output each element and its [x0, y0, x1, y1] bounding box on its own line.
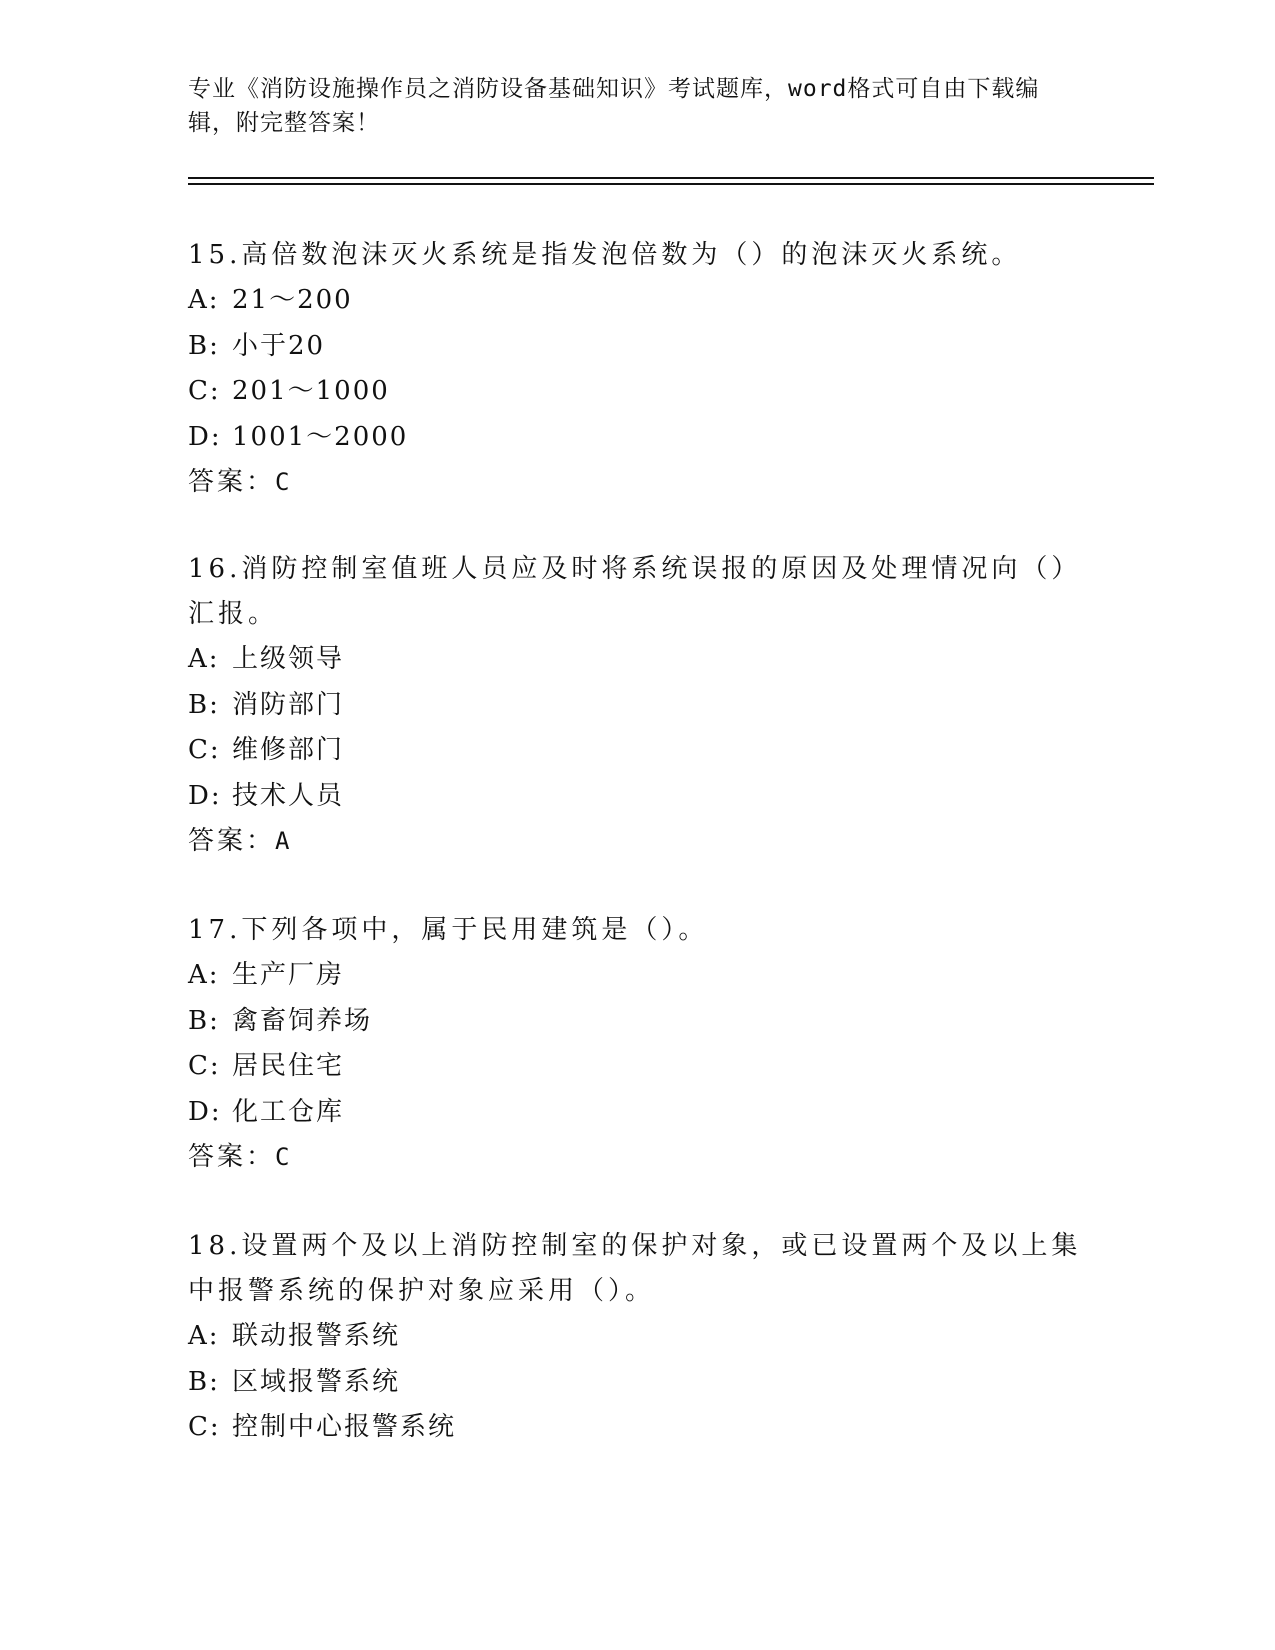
question-stem: 17.下列各项中，属于民用建筑是（）。	[188, 915, 709, 945]
option-letter: B:	[188, 330, 220, 361]
option-text: 区域报警系统	[232, 1366, 401, 1397]
question-stem: 16.消防控制室值班人员应及时将系统误报的原因及处理情况向（）汇报。	[188, 554, 1082, 629]
option-a	[188, 1314, 1088, 1360]
option-text: 201～1000	[232, 376, 390, 406]
option-b	[188, 683, 1088, 729]
option-letter: A:	[188, 1321, 220, 1351]
option-b	[188, 324, 1088, 370]
option-text: 维修部门	[232, 735, 345, 765]
option-letter: C:	[188, 376, 221, 406]
header-divider-top	[188, 177, 1154, 179]
question-stem: 15.高倍数泡沫灭火系统是指发泡倍数为（）的泡沫灭火系统。	[188, 240, 1022, 270]
option-letter: C:	[188, 1051, 221, 1081]
option-d	[188, 774, 1088, 820]
option-text: 消防部门	[232, 689, 345, 720]
question-17	[188, 908, 1088, 1180]
option-text: 上级领导	[232, 644, 345, 674]
option-text: 控制中心报警系统	[232, 1412, 457, 1442]
option-letter: D:	[188, 780, 222, 811]
answer-label: 答案：	[188, 1142, 276, 1172]
header-divider-bottom	[188, 183, 1154, 185]
option-c	[188, 728, 1088, 774]
option-c	[188, 1405, 1088, 1451]
option-d	[188, 415, 1088, 461]
option-letter: D:	[188, 1096, 222, 1127]
question-16	[188, 547, 1088, 864]
option-letter: A:	[188, 960, 220, 990]
option-letter: B:	[188, 689, 220, 720]
answer-label: 答案：	[188, 826, 276, 856]
option-a	[188, 953, 1088, 999]
header-text: 专业《消防设施操作员之消防设备基础知识》考试题库，word格式可自由下载编辑，附完整答案！	[188, 76, 1040, 136]
answer-value: C	[275, 468, 292, 496]
option-text: 联动报警系统	[232, 1321, 401, 1351]
option-text: 小于20	[232, 330, 326, 361]
answer-line	[188, 460, 1088, 505]
option-c	[188, 1044, 1088, 1090]
option-text: 技术人员	[232, 780, 345, 811]
question-15	[188, 233, 1088, 505]
answer-label: 答案：	[188, 467, 276, 497]
question-stem: 18.设置两个及以上消防控制室的保护对象，或已设置两个及以上集中报警系统的保护对象应采用（）。	[188, 1231, 1082, 1306]
answer-value: C	[275, 1143, 292, 1171]
option-a	[188, 278, 1088, 324]
answer-line	[188, 819, 1088, 864]
option-text: 1001～2000	[232, 421, 409, 452]
option-letter: B:	[188, 1005, 220, 1036]
option-c	[188, 369, 1088, 415]
option-b	[188, 999, 1088, 1045]
option-d	[188, 1090, 1088, 1136]
option-text: 居民住宅	[232, 1051, 345, 1081]
option-text: 生产厂房	[232, 960, 345, 990]
option-text: 化工仓库	[232, 1096, 345, 1127]
option-letter: D:	[188, 421, 222, 452]
option-letter: C:	[188, 735, 221, 765]
option-letter: C:	[188, 1412, 221, 1442]
answer-line	[188, 1135, 1088, 1180]
document-header	[188, 72, 1068, 140]
option-text: 21～200	[232, 285, 353, 315]
answer-value: A	[275, 827, 292, 855]
option-letter: A:	[188, 285, 220, 315]
option-text: 禽畜饲养场	[232, 1005, 373, 1036]
question-18	[188, 1224, 1088, 1451]
option-letter: A:	[188, 644, 220, 674]
option-letter: B:	[188, 1366, 220, 1397]
option-b	[188, 1360, 1088, 1406]
option-a	[188, 637, 1088, 683]
